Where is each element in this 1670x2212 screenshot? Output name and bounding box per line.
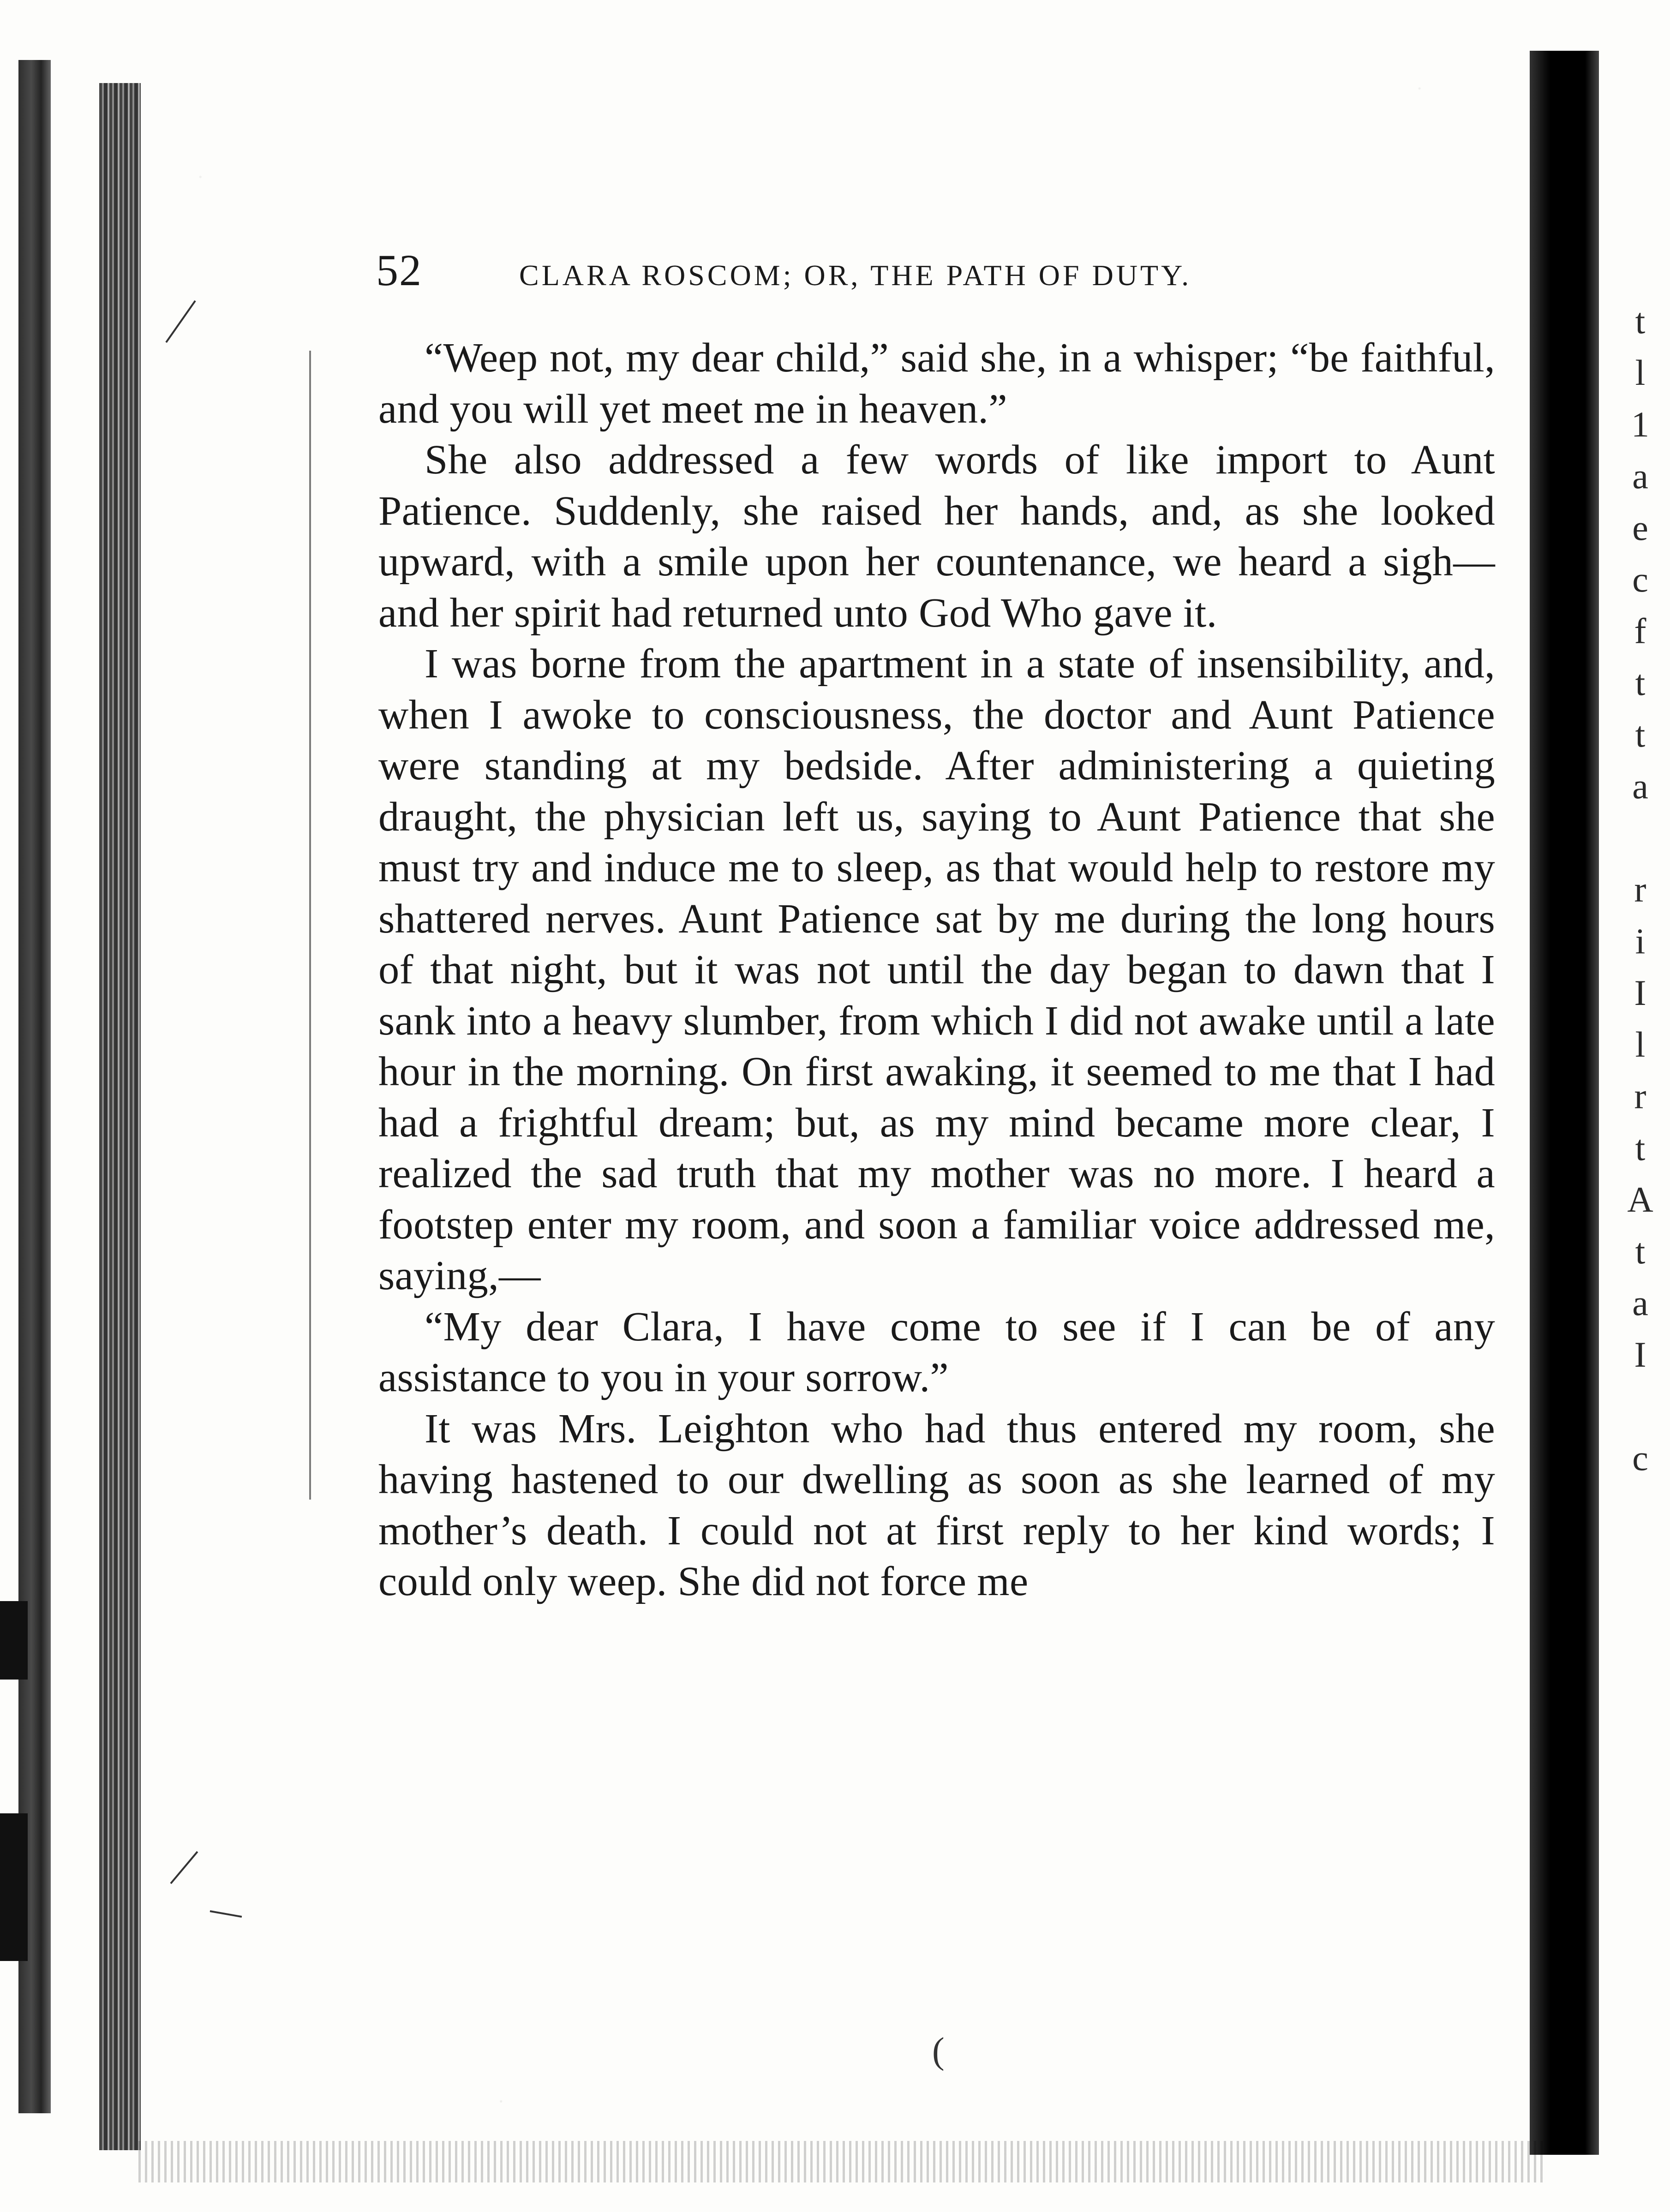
gutter-shadow-right: [1530, 51, 1599, 2155]
body-text: [378, 332, 1495, 1607]
facing-page-fragment: t l 1 a e c f t t a r i I l r t A t a I c: [1627, 301, 1653, 1478]
running-title: CLARA ROSCOM; OR, THE PATH OF DUTY.: [519, 259, 1192, 292]
paragraph: “Weep not, my dear child,” said she, in a whisper; “be faithful, and you will yet meet me in heaven.”: [378, 334, 1495, 432]
paragraph: She also addressed a few words of like import to Aunt Patience. Suddenly, she raised her hands, and, as she looked upward, with a smile upon her countenance, we heard a sigh—and her spirit had returned unto God Who gave it.: [378, 436, 1495, 636]
stray-mark: (: [932, 2031, 945, 2071]
bottom-scan-noise: [138, 2141, 1546, 2182]
paragraph: I was borne from the apartment in a state of insensibility, and, when I awoke to consciousness, the doctor and Aunt Patience were standing at my bedside. After administering a quieting draught, the physician left us, saying to Aunt Patience that she must try and induce me to sleep, as that would help to restore my shattered nerves. Aunt Patience sat by me during the long hours of that night, but it was not until the day began to dawn that I sank into a heavy slumber, from which I did not awake until a late hour in the morning. On first awaking, it seemed to me that I had had a frightful dream; but, as my mind became more clear, I realized the sad truth that my mother was no more. I heard a footstep enter my room, and soon a familiar voice addressed me, saying,—: [378, 640, 1495, 1298]
binding-mark-upper: [0, 1601, 28, 1680]
binding-mark-lower: [0, 1813, 28, 1961]
paragraph: It was Mrs. Leighton who had thus entered my room, she having hastened to our dwelling as soon as she learned of my mother’s death. I could not at first reply to her kind words; I could only weep. She did not force me: [378, 1405, 1495, 1604]
page-header: [376, 245, 1497, 300]
binding-shadow-left-inner: [99, 83, 141, 2150]
binding-shadow-left-outer: [18, 60, 51, 2113]
paragraph: “My dear Clara, I have come to see if I can be of any assistance to you in your sorrow.”: [378, 1303, 1495, 1400]
page-number: 52: [376, 245, 422, 295]
margin-rule-line: [309, 351, 311, 1500]
